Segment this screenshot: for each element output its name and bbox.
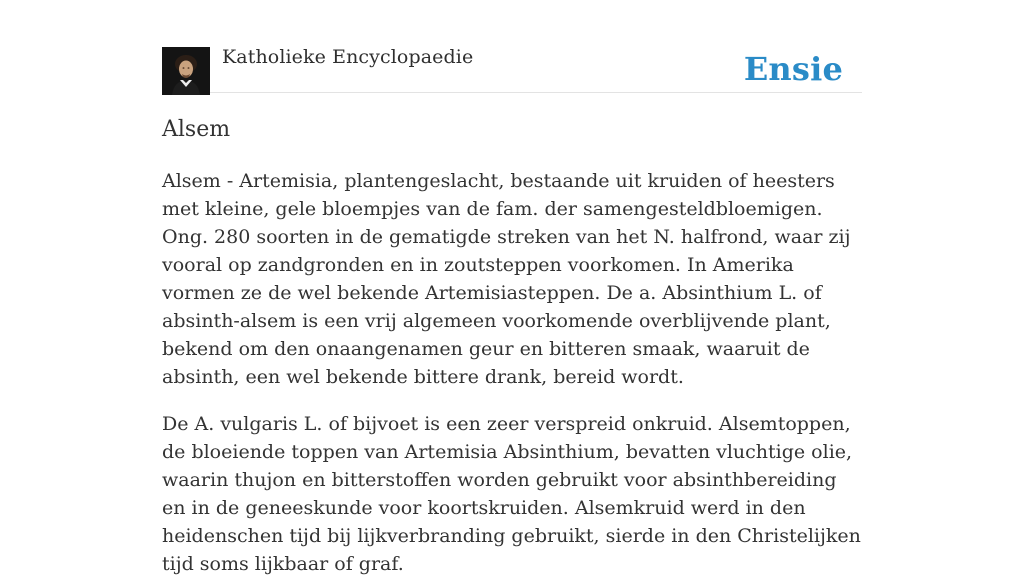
- site-header: [162, 0, 862, 93]
- site-name[interactable]: Katholieke Encyclopaedie: [222, 46, 474, 68]
- portrait-icon: [162, 47, 210, 95]
- article-title: Alsem: [162, 117, 231, 142]
- portrait-avatar[interactable]: [162, 47, 210, 95]
- ensie-logo[interactable]: Ensie: [743, 50, 843, 88]
- article-paragraph-2: De A. vulgaris L. of bijvoet is een zeer verspreid onkruid. Alsemtoppen, de bloeiende toppen van Artemisia Absinthium, bevatten vluchtige olie, waarin thujon en bitterstoffen worden gebruikt voor absinthbereiding en in de geneeskunde voor koortskruiden. Alsemkruid werd in den heidenschen tijd bij lijkverbranding gebruikt, sierde in den Christelijken tijd soms lijkbaar of graf.: [162, 413, 861, 575]
- page-container: [162, 0, 862, 578]
- article-paragraph-1: Alsem - Artemisia, plantengeslacht, bestaande uit kruiden of heesters met kleine, gele bloempjes van de fam. der samengesteldbloemigen. Ong. 280 soorten in de gematigde streken van het N. halfrond, waar zij vooral op zandgronden en in zoutsteppen voorkomen. In Amerika vormen ze de wel bekende Artemisiasteppen. De a. Absinthium L. of absinth-alsem is een vrij algemeen voorkomende overblijvende plant, bekend om den onaangenamen geur en bitteren smaak, waaruit de absinth, een wel bekende bittere drank, bereid wordt.: [162, 170, 851, 388]
